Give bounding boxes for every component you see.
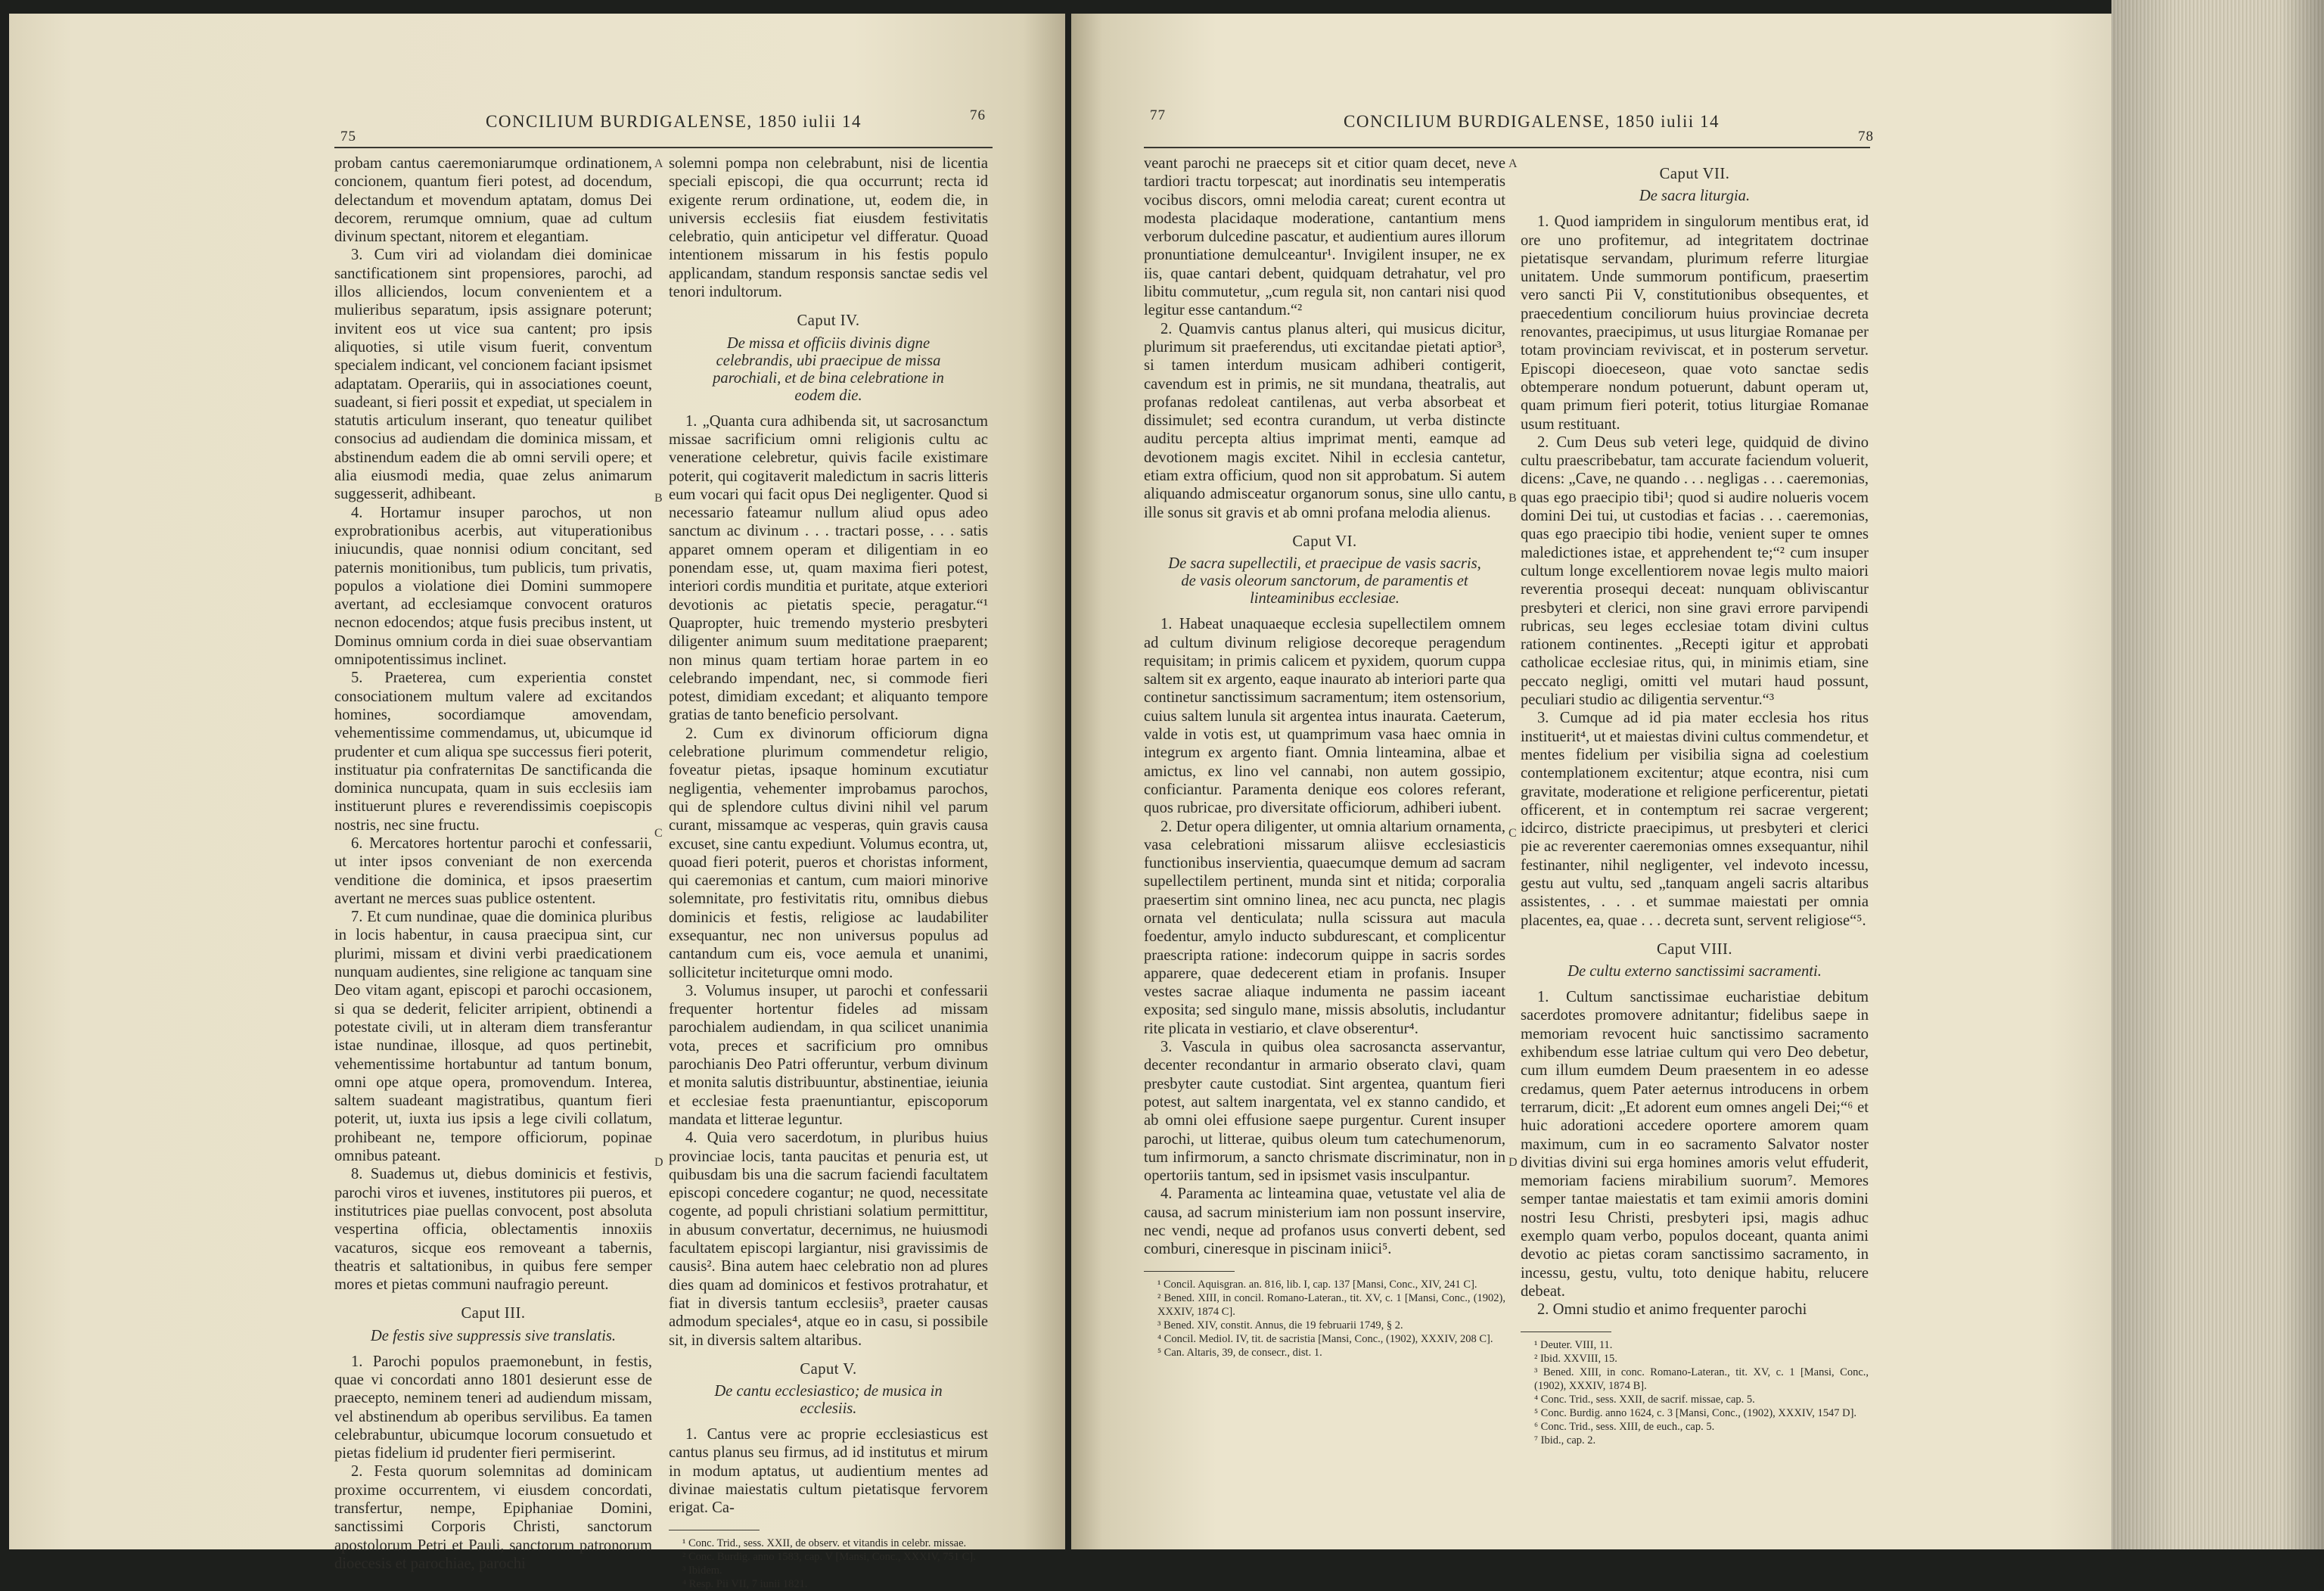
page-number-78: 78 — [1858, 129, 1874, 144]
header-rule — [334, 147, 993, 148]
margin-marker-a: A — [1508, 157, 1518, 170]
paragraph: 8. Suademus ut, diebus dominicis et festivis, parochi viros et iuvenes, institutores pii pueros, et institutrices piae puellas convocent, post absoluta vespertina officia, oblectamentis innoxiis vacaturos, sicque eos removeant a tabernis, theatris et saltationibus, in quibus fere semper mores et pietas communi naufragio pereunt. — [334, 1166, 652, 1294]
footnote: ² Bened. XIII, in concil. Romano-Lateran., tit. XV, c. 1 [Mansi, Conc., (1902), XXXIV, 1874 C]. — [1157, 1291, 1505, 1318]
footnote: ⁴ Resp. Pii VII, 7 iunii 1821. — [682, 1577, 808, 1590]
paragraph: 3. Cumque ad id pia mater ecclesia hos ritus instituerit⁴, ut et maiestas divini cultus commendetur, et mentes fidelium per visibilia signa ad coelestium contemplationem excitentur; atque econtra, nisi cum gravitate, moderatione et religione perficerentur, pietati officerent, et in contemptum rei sacrae vergerent; idcirco, districte praecipimus, ut presbyteri et clerici pie ac reverenter caeremonias omnes exsequantur, nihil festinanter, nihil negligenter, vel indevoto incessu, gestu aut vultu, sed „tanquam angeli sacris altaribus assistentes, . . . et summae maiestati per omnia placentes, ea, quae . . . decreta sunt, servent religiose“⁵. — [1521, 710, 1869, 929]
paragraph: 1. Quod iampridem in singulorum mentibus erat, id ore uno profitemur, ad integritatem doctrinae pietatisque servandam, plurimum referre liturgiae unitatem. Unde summorum pontificum, praesertim vero sancti Pii V, constitutionibus obsequentes, et praecedentium conciliorum huius provinciae decreta renovantes, praecipimus, ut usus liturgiae Romanae per totam provinciam reviviscat, et in posterum servetur. Episcopi dioeceseon, quae voto sanctae sedis obtemperare nondum potuerunt, dabunt operam ut, quam primum fieri poterit, totius liturgiae Romanae usum restituant. — [1521, 213, 1869, 433]
paragraph: 7. Et cum nundinae, quae die dominica pluribus in locis habentur, in causa praecipua sint, cur plurimi, missam et divini verbi praedicationem nunquam audientes, sine religione ac tanquam sine Deo vitam agant, episcopi et parochi occasionem, si qua se dederit, feliciter arripient, obtinendi a potestate civili, ut in alteram diem transferantur istae nundinae, illosque, ad quos pertinebit, vehementissime hortabuntur ad tantum bonum, omni ope atque opera, promovendum. Interea, saltem suadeant magistratibus, quantum fieri poterit, ut, iuxta ius ipsis a lege civili collatum, prohibeant ne, tempore officiorum, popinae omnibus pateant. — [334, 909, 652, 1165]
right-column-2 — [1521, 154, 1869, 1531]
right-column-1 — [1144, 154, 1505, 1531]
left-page-header — [9, 107, 1065, 144]
footnote: ¹ Conc. Trid., sess. XXII, de observ. et vitandis in celebr. missae. — [682, 1537, 967, 1549]
chapter-heading: Caput III. — [461, 1305, 526, 1322]
footnote: ³ Bened. XIV, constit. Annus, die 19 februarii 1749, § 2. — [1157, 1319, 1403, 1332]
header-rule — [1144, 147, 1870, 148]
paragraph: 2. Omni studio et animo frequenter parochi — [1537, 1301, 1807, 1319]
paragraph: 3. Volumus insuper, ut parochi et confessarii frequenter hortentur fideles ad missam parochialem audiendam, in qua scilicet unanimia vota, preces et sacrificium pro omnibus parochianis Deo Patri offeruntur, verbum divinum et monita salutis distribuuntur, abstinentiae, ieiunia et ecclesiae festa praenuntiantur, episcoporum mandata et litterae leguntur. — [669, 982, 988, 1128]
margin-marker-c: C — [654, 827, 663, 840]
paragraph: 4. Paramenta ac linteamina quae, vetustate vel alia de causa, ad sacrum ministerium iam non possunt inservire, nec vendi, neque ad profanos usus converti debent, sed comburi, cineresque in piscinam iniici⁵. — [1144, 1185, 1505, 1258]
left-column-2 — [669, 154, 988, 1590]
margin-marker-d: D — [654, 1156, 663, 1169]
paragraph: 1. Cultum sanctissimae eucharistiae debitum sacerdotes promovere adnitantur; fidelibus saepe in memoriam revocent huic sanctissimo sacramento exhibendum esse latriae cultum qui vero Deo debetur, cum illum eumdem Deum praesentem in eo adesse credamus, quem Pater aeternus introducens in orbem terrarum, dicit: „Et adorent eum omnes angeli Dei;“⁶ et huic adorationi accedere oportere amorem quam maximum, cum in eo sacramento Salvator noster divitias divini sui erga homines amoris velut effuderit, memoriam faciens mirabilium suorum⁷. Memores semper tantae maiestatis et tam eximii amoris domini nostri Iesu Christi, presbyteri ipsi, magis adhuc exemplo quam verbo, populos doceant, quanta animi devotio ac pietas coram sanctissimo sacramento, in incessu, gestu, vultu, toto denique habitu, relucere debeat. — [1521, 989, 1869, 1300]
footnote: ⁴ Concil. Mediol. IV, tit. de sacristia [Mansi, Conc., (1902), XXXIV, 208 C]. — [1157, 1332, 1493, 1345]
chapter-subtitle: De cultu externo sanctissimi sacramenti. — [1567, 963, 1822, 980]
chapter-subtitle: De missa et officiis divinis digne celebrandis, ubi praecipue de missa parochiali, et de bina celebratione in eodem die. — [713, 334, 944, 404]
chapter-subtitle: De cantu ecclesiastico; de musica in ecclesiis. — [714, 1383, 943, 1418]
margin-marker-c: C — [1508, 827, 1517, 840]
footnote: ⁷ Ibid., cap. 2. — [1534, 1434, 1596, 1447]
margin-marker-a: A — [654, 157, 663, 170]
paragraph: 1. Cantus vere ac proprie ecclesiasticus est cantus planus seu firmus, ad id institutus et mirum in modum aptatus, ut audientium mentes ad divinae maiestatis cultum pietatisque fervorem erigat. Ca- — [669, 1426, 988, 1517]
left-column-1 — [334, 154, 652, 1572]
margin-marker-b: B — [654, 492, 663, 505]
chapter-heading: Caput V. — [800, 1360, 857, 1378]
footnote: ⁵ Can. Altaris, 39, de consecr., dist. 1. — [1157, 1346, 1322, 1359]
paragraph: 1. „Quanta cura adhibenda sit, ut sacrosanctum missae sacrificium omni religionis cultu ac veneratione celebretur, quivis facile existimare poterit, qui cogitaverit maledictum in sacris litteris eum vocari qui facit opus Dei negligenter. Quod si necessario fateamur nullum aliud opus adeo sanctum ac divinum . . . tractari posse, . . . satis apparet omnem operam et diligentiam in eo ponendam esse, ut, quam maxima fieri potest, interiori cordis munditia et puritate, atque exteriori devotionis ac pietatis specie, peragatur.“¹ Quapropter, huic tremendo mysterio presbyteri diligenter animum suum meditatione praeparent; non minus quam tertiam horae partem in eo celebrando impendant, nec, si commode fieri potest, dimidiam excedant; et aliquanto tempore gratias de tanto beneficio persolvant. — [669, 412, 988, 724]
paragraph: 4. Hortamur insuper parochos, ut non exprobrationibus acerbis, aut vituperationibus iniucundis, quae nonnisi odium concitant, sed paternis monitionibus, tum publicis, tum privatis, populos a violatione diei Domini summopere avertant, ad ecclesiamque convocent oraturos necnon edocendos; atque fusis precibus instent, ut Dominus omnium corda in diei suae observantiam omnipotentissimus inclinet. — [334, 504, 652, 669]
paragraph: 2. Cum Deus sub veteri lege, quidquid de divino cultu praescribebatur, tam accurate faciendum voluerit, dicens: „Cave, ne quando . . . negligas . . . caeremonias, quas ego praecipio tibi¹; quod si audire nolueris vocem domini Dei tui, ut custodias et facias . . . caeremonias, quas ego praecipio tibi hodie, venient super te omnes maledictiones istae, et apprehendent te;“² cum insuper cultum longe excellentiorem novae legis multo maiori reverentia prosequi deceat: nunquam obliviscantur presbyteri et clerici, non sine gravi errore parvipendi rubricas, seu leges ecclesiae totam divini cultus rationem continentes. „Recepti igitur et approbati catholicae ecclesiae ritus, qui, in minimis etiam, sine peccato negligi, omitti vel mutari haud possunt, peculiari studio ac diligentia serventur.“³ — [1521, 433, 1869, 709]
page-number-76: 76 — [970, 107, 986, 123]
footnote: ⁶ Conc. Trid., sess. XIII, de euch., cap. 5. — [1534, 1420, 1715, 1433]
paragraph: 2. Cum ex divinorum officiorum digna celebratione plurimum commendetur religio, foveatur pietas, ipsaque hominum excutiatur negligentia, vehementer improbamus parochos, qui de splendore cultus divini nihil vel parum curant, missamque ac vesperas, quin gravis causa excuset, sine cantu expediunt. Volumus econtra, ut, quoad fieri poterit, pueros et choristas informent, qui caeremonias et cantum, cum maiori minorive solemnitate, pro festivitatis ritu, omnibus diebus dominicis et festis, religiose ac laudabiliter exsequantur, nec non universus populus ad cantandum cum eis, voce aemula et unanimi, sollicitetur inciteturque omni modo. — [669, 725, 988, 981]
footnote: ⁵ Conc. Burdig. anno 1624, c. 3 [Mansi, Conc., (1902), XXXIV, 1547 D]. — [1534, 1406, 1857, 1419]
running-title: CONCILIUM BURDIGALENSE, 1850 iulii 14 — [1344, 112, 1720, 131]
paragraph: solemni pompa non celebrabunt, nisi de licentia speciali episcopi, die qua occurrunt; recta id exigente rerum ordinatione, ut, eodem die, in universis ecclesiis fiat eiusdem festivitatis celebratio, quin anticipetur vel differatur. Quoad intentionem missarum in his festis populo applicandam, standum responsis sanctae sedis vel tenori indultorum. — [669, 155, 988, 301]
footnote: ¹ Concil. Aquisgran. an. 816, lib. I, cap. 137 [Mansi, Conc., XIV, 241 C]. — [1157, 1278, 1477, 1291]
paragraph: probam cantus caeremoniarumque ordinationem, concionem, quantum fieri potest, ad docendum, delectandum et movendum aptatam, domus Dei decorem, rerumque omnium, quae ad cultum divinum spectant, nitorem et elegantiam. — [334, 155, 652, 246]
book-page-edges — [2111, 0, 2324, 1549]
chapter-subtitle: De festis sive suppressis sive translatis. — [370, 1327, 617, 1344]
footnote: ³ Bened. XIII, in conc. Romano-Lateran., tit. XV, c. 1 [Mansi, Conc., (1902), XXXIV, 1874 B]. — [1534, 1366, 1869, 1392]
margin-marker-b: B — [1508, 492, 1517, 505]
paragraph: 3. Cum viri ad violandam diei dominicae sanctificationem sint propensiores, parochi, ad illos alliciendos, locum convenientem et a mulieribus separatum, ipsis assignare poterunt; invitent eos ut vice sua cantent; pro ipsis aliquoties, si utile visum fuerit, conventum specialem indicant, vel concionem faciant ipsismet adaptatam. Operariis, qui in associationes coeunt, suadeant, si fieri possit et expediat, ut specialem in statutis articulum inserant, quo teneatur quilibet consocius ad audiendam die dominica missam, et abstinendum eadem die ab omni servili opere; et alia eiusmodi media, quae zelus animarum suggesserit, adhibeant. — [334, 247, 652, 503]
footnote-rule — [1144, 1271, 1235, 1272]
chapter-subtitle: De sacra supellectili, et praecipue de vasis sacris, de vasis oleorum sanctorum, de paramentis et linteaminibus ecclesiae. — [1168, 555, 1481, 608]
footnote: ² Ibid. XXVIII, 15. — [1534, 1352, 1617, 1365]
margin-marker-d: D — [1508, 1156, 1518, 1169]
paragraph: 2. Detur opera diligenter, ut omnia altarium ornamenta, vasa celebrationi missarum aliisve ecclesiasticis functionibus inservientia, quaecumque demum ad sacram supellectilem pertinent, munda sint et nitida; corporalia praesertim sint omnino linea, nec acu puncta, nec plagis ornata vel denticulata; nulla scissura aut macula foedentur, amylo inducto subdurescant, et complicentur praescripta ratione: indecorum quippe in sacris sordes apparere, quae dedecerent etiam in profanis. Insuper vestes sacrae aliaque indumenta ne passim iaceant exposita; sed singulo mane, missis absolutis, includantur rite plicata in vestiario, et clave obserentur⁴. — [1144, 818, 1505, 1037]
page-number-75: 75 — [340, 129, 356, 144]
right-page — [1071, 14, 2111, 1549]
paragraph: 1. Parochi populos praemonebunt, in festis, quae vi concordati anno 1801 desierunt esse de praecepto, neminem teneri ad audiendum missam, vel abstinendum ab operibus servilibus. Ea tamen celebrabuntur, ubicumque locorum consuetudo et pietas fidelium id prudenter fieri permiserint. — [334, 1353, 652, 1462]
footnote: ² Conc. Burdig. anno 1583, cap. V [Mansi, Conc., XXXIV, 751 C]. — [682, 1550, 976, 1563]
footnote: ³ Ibidem. — [682, 1564, 722, 1577]
paragraph: 2. Quamvis cantus planus alteri, qui musicus dicitur, plurimum sit praeferendus, uti excitandae pietati aptior³, si tamen interdum musicam adhiberi contigerit, cavendum est in primis, ne sit mundana, theatralis, aut profanas redoleat cantilenas, aut verba absorbeat et dissimulet; sed econtra curandum, ut verba distincte auditu percepta altius imprimat menti, eamque ad devotionem magis excitet. Nihil in ecclesia cantetur, etiam extra officium, quod non sit approbatum. Si autem aliquando admisceatur organorum sonus, sine ullo cantu, ille sonus sit gravis et ab omni profana melodia alienus. — [1144, 320, 1505, 521]
footnote: ⁴ Conc. Trid., sess. XXII, de sacrif. missae, cap. 5. — [1534, 1393, 1755, 1406]
chapter-heading: Caput VI. — [1292, 533, 1357, 550]
right-page-header — [1071, 107, 2111, 144]
chapter-subtitle: De sacra liturgia. — [1639, 188, 1751, 205]
page-number-77: 77 — [1150, 107, 1166, 123]
footnote: ¹ Deuter. VIII, 11. — [1534, 1338, 1613, 1351]
chapter-heading: Caput VII. — [1659, 166, 1730, 182]
paragraph: 4. Quia vero sacerdotum, in pluribus huius provinciae locis, tanta paucitas et penuria est, ut quibusdam bis una die sacrum faciendi facultatem episcopi concedere cogantur; ne quod, necessitate cogente, ad populi christiani solatium permittitur, in abusum convertatur, decernimus, ne huiusmodi facultatem episcopi largiantur, nisi gravissimis de causis². Bina autem haec celebratio non ad plures dies quam ad dominicos et festivos protrahatur, et fiat in diversis tantum ecclesiis³, praeter causas admodum speciales⁴, atque eo in casu, si possibile sit, in diversis saltem altaribus. — [669, 1130, 988, 1349]
running-title: CONCILIUM BURDIGALENSE, 1850 iulii 14 — [486, 112, 862, 131]
chapter-heading: Caput VIII. — [1656, 940, 1733, 958]
chapter-heading: Caput IV. — [797, 312, 860, 330]
paragraph: 1. Habeat unaquaeque ecclesia supellectilem omnem ad cultum divinum religiose decoreque peragendum requisitam; in primis calicem et pyxidem, quorum cuppa saltem sit ex argento, eaque inaurato ab interiori parte qua continetur sanctissimum sacramentum; item ostensorium, cuius saltem lunula sit argentea intus inaurata. Caeterum, valde in votis est, ut quamprimum vasa haec omnia in integrum ex argento fiant. Omnia linteamina, albae et amictus, ex lino vel cannabi, non autem gossipio, conficiantur. Paramenta denique eos colores referant, quos rubricae, pro diversitate officiorum, adhiberi iubent. — [1144, 616, 1505, 817]
paragraph: veant parochi ne praeceps sit et citior quam decet, neve tardiori tractu torpescat; aut inordinatis seu intemperatis vocibus discors, omni melodia careat; curent econtra ut modesta placidaque moderatione, cantantium mens verborum dulcedine pascatur, et audientium aures illorum pronuntiatione demulceantur¹. Invigilent insuper, ne ex iis, quae cantari debent, quidquam detrahatur, vel pro libitu commutetur, „cum regula sit, non cantari nisi quod legitur esse cantandum.“² — [1144, 155, 1505, 319]
paragraph: 5. Praeterea, cum experientia constet consociationem multum valere ad excitandos homines, socordiamque amovendam, vehementissime commendamus, ut, ubicumque id prudenter et cum aliqua spe successus fieri poterit, instituatur pia confraternitas De sanctificanda die dominica nuncupata, quam in suis ecclesiis iam instituerunt plures e reverendissimis coepiscopis nostris, nec sine fructu. — [334, 670, 652, 834]
paragraph: 3. Vascula in quibus olea sacrosancta asservantur, decenter recondantur in armario obserato clavi, quam presbyter caute custodiat. Sint argentea, quantum fieri potest, aut saltem inargentata, vel ex stanno candido, et ab omni olei effusione saepe purgentur. Curent insuper parochi, ut litterae, quibus oleum tum catechumenorum, tum infirmorum, a sancto chrismate discriminatur, non in opertoriis tantum, sed in ipsismet vasis insculpantur. — [1144, 1039, 1505, 1185]
paragraph: 6. Mercatores hortentur parochi et confessarii, ut inter ipsos conveniant de non exercenda venditione die dominica, et ipsos praesertim avertant ne merces suas publice ostentent. — [334, 834, 652, 907]
paragraph: 2. Festa quorum solemnitas ad dominicam proxime occurrentem, vi eiusdem concordati, transfertur, nempe, Epiphaniae Domini, sanctissimi Corporis Christi, sanctorum apostolorum Petri et Pauli, sanctorum patronorum dioecesis et parochiae, parochi — [334, 1463, 652, 1572]
left-page — [9, 14, 1065, 1590]
